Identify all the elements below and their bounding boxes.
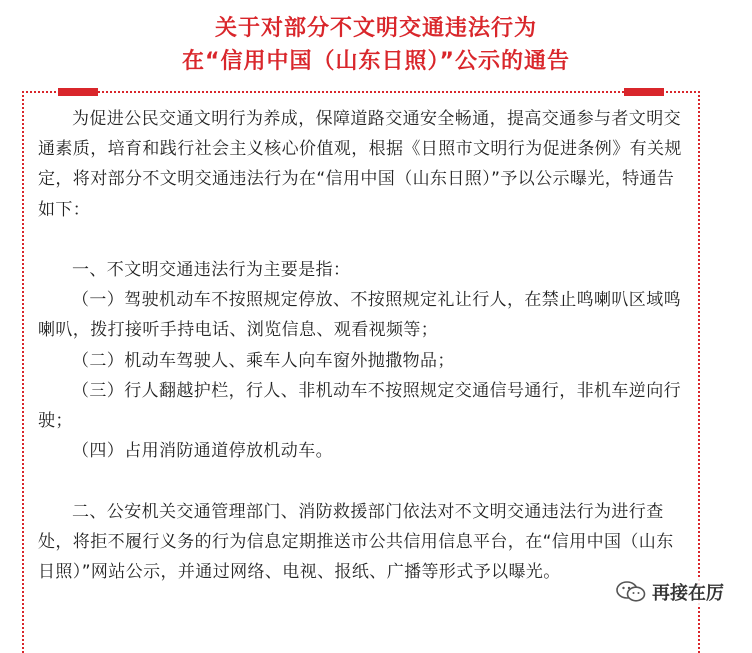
paragraph-spacer [38,466,688,496]
frame-tab-left [58,88,98,96]
notice-body [38,104,688,587]
wechat-watermark [612,577,728,607]
wechat-icon [616,581,646,603]
intro-paragraph: 为促进公民交通文明行为养成，保障道路交通安全畅通，提高交通参与者文明交通素质，培育和践行社会主义核心价值观，根据《日照市文明行为促进条例》有关规定，将对部分不文明交通违法行为在“信用中国（山东日照）”予以公示曝光，特通告如下： [38,109,682,220]
section-one-item-2: （二）机动车驾驶人、乘车人向车窗外抛撒物品； [72,350,455,371]
watermark-text: 再接在厉 [652,583,724,604]
notice-title-line2: 在“信用中国（山东日照）”公示的通告 [182,49,570,74]
section-two-paragraph: 二、公安机关交通管理部门、消防救援部门依法对不文明交通违法行为进行查处，将拒不履行义务的行为信息定期推送市公共信用信息平台，在“信用中国（山东日照）”网站公示，并通过网络、电视、报纸、广播等形式予以曝光。 [38,501,674,583]
frame-tab-right [624,88,664,96]
section-one-heading: 一、不文明交通违法行为主要是指： [72,260,351,280]
paragraph-spacer [38,225,688,255]
section-one-item-4: （四）占用消防通道停放机动车。 [72,441,333,462]
section-one-item-3: （三）行人翻越护栏，行人、非机动车不按照规定交通信号通行，非机车逆向行驶； [38,380,681,432]
section-one-item-1: （一）驾驶机动车不按照规定停放、不按照规定礼让行人，在禁止鸣喇叭区域鸣喇叭，拨打接听手持电话、浏览信息、观看视频等； [38,290,681,341]
notice-title-line1: 关于对部分不文明交通违法行为 [214,16,537,41]
